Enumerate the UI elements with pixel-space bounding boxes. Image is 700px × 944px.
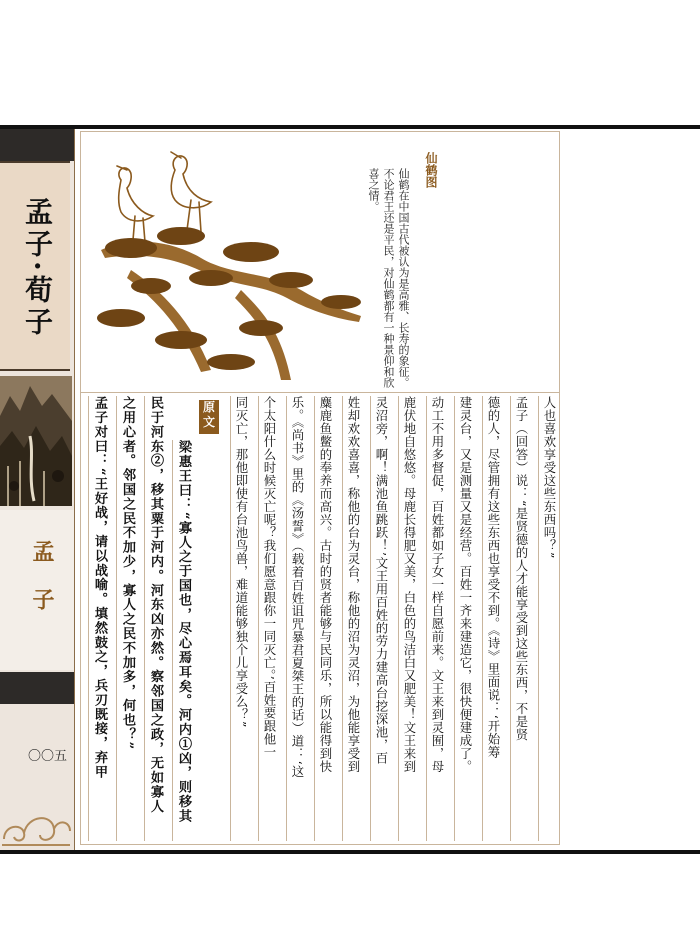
crane-illustration-icon (91, 140, 411, 388)
image-divider (80, 392, 559, 393)
original-column: 孟子对曰：“王好战，请以战喻。填然鼓之，兵刃既接，弃甲 (88, 396, 110, 841)
translation-column: 德的人，尽管拥有这些东西也享受不到。《诗》里面说：‘开始筹 (482, 396, 504, 841)
translation-column: 姓却欢欢喜喜，称他的台为灵台，称他的沼为灵沼，为他能享受到 (342, 396, 364, 841)
section-subtitle: 孟子 (29, 540, 55, 636)
original-column: 梁惠王曰：“寡人之于国也，尽心焉耳矣。河内①凶，则移其 (172, 440, 194, 841)
translation-column: 灵沼旁，啊！满池鱼跳跃！’文王用百姓的劳力建高台挖深池，百 (370, 396, 392, 841)
cloud-swirl-ornament-icon (0, 795, 72, 847)
translation-column: 个太阳什么时候灭亡呢？我们愿意跟你一同灭亡。’百姓要跟他一 (258, 396, 280, 841)
translation-column: 人也喜欢享受这些东西吗？” (538, 396, 560, 841)
translation-column: 孟子（回答）说：“是贤德的人才能享受到这些东西，不是贤 (510, 396, 532, 841)
translation-column: 麋鹿鱼鳖的奉养而高兴。古时的贤者能够与民同乐，所以能得到快 (314, 396, 336, 841)
figure-caption-title: 仙鹤图 (424, 152, 438, 188)
translation-column: 建灵台，又是测量又是经营。百姓一齐来建造它，很快便建成了。 (454, 396, 476, 841)
translation-column: 同灭亡，那他即使有台池鸟兽，难道能够独个儿享受么？” (230, 396, 252, 841)
original-text-label: 原文 (199, 400, 219, 434)
figure-caption-text: 仙鹤在中国古代被认为是高雅、长寿的象征。不论君王还是平民，对仙鹤都有一种景仰和欣喜之情。 (367, 168, 410, 388)
translation-column: 乐。《尚书》里的《汤誓》（载着百姓诅咒暴君夏桀王的话）道：‘这 (286, 396, 308, 841)
original-column: 之用心者。邻国之民不加少，寡人之民不加多，何也？” (116, 396, 138, 841)
book-title: 孟子·荀子 (21, 196, 54, 339)
tab-dark-band-bottom (0, 672, 74, 704)
bottom-rule (0, 850, 700, 854)
translation-column: 鹿伏地自悠悠。母鹿长得肥又美，白色的鸟洁白又肥美！文王来到 (398, 396, 420, 841)
top-rule (0, 125, 700, 129)
landscape-painting-icon (0, 376, 72, 506)
translation-column: 动工不用多督促，百姓都如子女一样自愿前来。文王来到灵囿，母 (426, 396, 448, 841)
page-number: 〇〇五 (28, 749, 68, 764)
tab-dark-band-top (0, 129, 74, 161)
original-column: 民于河东②，移其粟于河内。河东凶亦然。察邻国之政，无如寡人 (144, 396, 166, 841)
